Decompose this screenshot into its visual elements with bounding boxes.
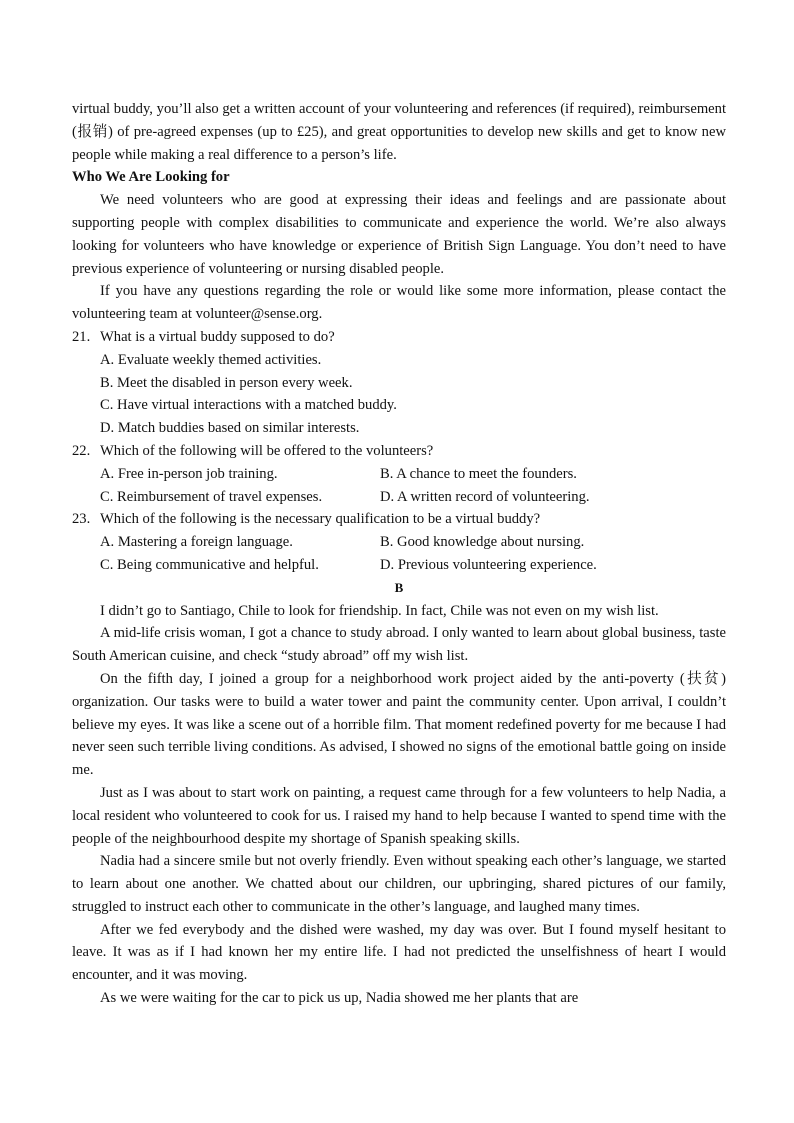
question-22-option-d: D. A written record of volunteering.	[380, 488, 590, 505]
passage-b-paragraph-1: I didn’t go to Santiago, Chile to look for friendship. In fact, Chile was not even on my wish list.	[100, 602, 659, 619]
question-23-option-d: D. Previous volunteering experience.	[380, 556, 597, 573]
question-number: 23.	[72, 511, 91, 528]
question-number: 22.	[72, 442, 91, 459]
passage-b-paragraph-5: Nadia had a sincere smile but not overly friendly. Even without speaking each other’s language, we started to learn about one another. We chatted about our children, our upbringing, shared pictures of our family, struggled to instruct each other to communicate in the other’s language, and laughed many times.	[72, 853, 726, 915]
question-23-option-b: B. Good knowledge about nursing.	[380, 534, 585, 551]
passage-a-paragraph-2: We need volunteers who are good at expressing their ideas and feelings and are passionate about supporting people with complex disabilities to communicate and experience the world. We’re also always looking for volunteers who have knowledge or experience of British Sign Language. You don’t need to have previous experience of volunteering or nursing disabled people.	[72, 192, 726, 277]
question-23-option-c: C. Being communicative and helpful.	[100, 556, 319, 573]
question-22-options-row-1	[100, 463, 726, 486]
passage-a-paragraph-1: virtual buddy, you’ll also get a written account of your volunteering and references (if required), reimbursement (报销) of pre-agreed expenses (up to £25), and great opportunities to develop new skills and get to know new people while making a real difference to a person’s life.	[72, 101, 726, 163]
question-21-option-b: B. Meet the disabled in person every week.	[100, 374, 353, 391]
question-22-options-row-2	[100, 486, 726, 509]
question-23	[72, 508, 726, 531]
passage-b-paragraph-7: As we were waiting for the car to pick us up, Nadia showed me her plants that are	[100, 990, 579, 1007]
passage-b-paragraph-2: A mid-life crisis woman, I got a chance to study abroad. I only wanted to learn about global business, taste South American cuisine, and check “study abroad” off my wish list.	[72, 625, 726, 665]
document-page	[72, 98, 726, 1010]
question-22-option-c: C. Reimbursement of travel expenses.	[100, 488, 323, 505]
question-text: Which of the following is the necessary qualification to be a virtual buddy?	[100, 511, 541, 528]
question-23-option-a: A. Mastering a foreign language.	[100, 534, 293, 551]
passage-b-label: B	[394, 579, 404, 595]
passage-b-paragraph-4: Just as I was about to start work on painting, a request came through for a few volunteers to help Nadia, a local resident who volunteered to cook for us. I raised my hand to help because I wanted to spend time with the people of the neighbourhood despite my shortage of Spanish speaking skills.	[72, 784, 726, 847]
question-text: Which of the following will be offered to the volunteers?	[100, 442, 434, 459]
question-21-option-d: D. Match buddies based on similar interests.	[100, 420, 360, 437]
question-22-option-b: B. A chance to meet the founders.	[380, 465, 577, 482]
question-22-option-a: A. Free in-person job training.	[100, 465, 278, 482]
question-21-option-c: C. Have virtual interactions with a matched buddy.	[100, 397, 397, 414]
question-23-options-row-1	[100, 531, 726, 554]
question-text: What is a virtual buddy supposed to do?	[100, 328, 335, 345]
passage-b-paragraph-3: On the fifth day, I joined a group for a neighborhood work project aided by the anti-poverty (扶贫) organization. Our tasks were to build a water tower and paint the community center. Upon arrival, I couldn’t believe my eyes. It was like a scene out of a horrible film. That moment redefined poverty for me because I had never seen such terrible living conditions. As advised, I showed no signs of the emotional battle going on inside me.	[72, 670, 726, 779]
question-22	[72, 440, 726, 463]
question-number: 21.	[72, 328, 91, 345]
question-21-option-a: A. Evaluate weekly themed activities.	[100, 351, 322, 368]
question-23-options-row-2	[100, 554, 726, 577]
passage-b-paragraph-6: After we fed everybody and the dished were washed, my day was over. But I found myself hesitant to leave. It was as if I had known her my entire life. I had not predicted the unselfishness of heart I would encounter, and it was moving.	[72, 921, 726, 984]
passage-a-paragraph-3: If you have any questions regarding the role or would like some more information, please contact the volunteering team at volunteer@sense.org.	[72, 283, 726, 323]
question-21	[72, 326, 726, 349]
section-heading: Who We Are Looking for	[72, 169, 230, 186]
